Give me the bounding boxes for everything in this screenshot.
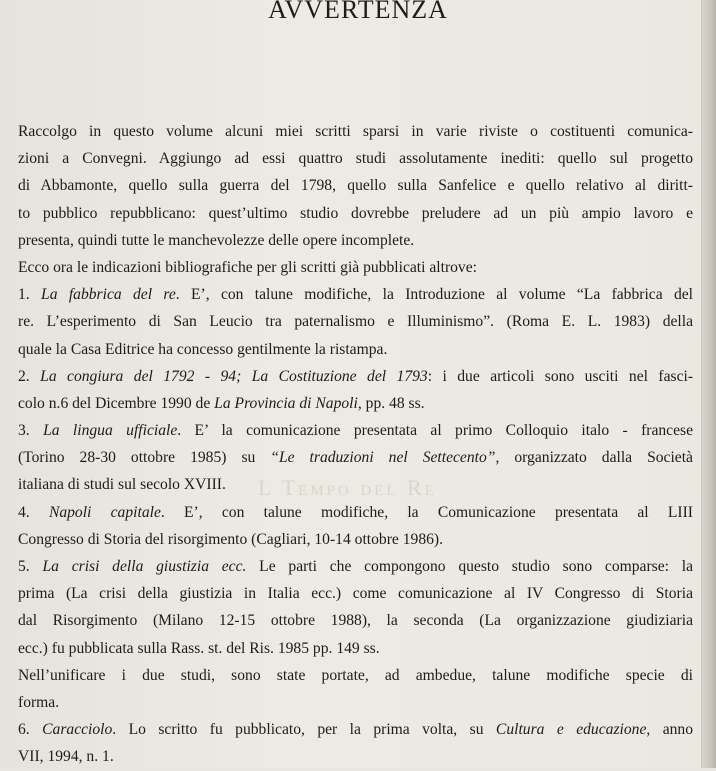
text-line (18, 444, 693, 471)
text-run: di Abbamonte, quello sulla guerra del 1798, quello sulla Sanfelice e quello relativo al diritt- (18, 177, 693, 195)
text-run: , anno (646, 721, 694, 739)
text-run: colo n.6 del Dicembre 1990 de (18, 394, 215, 412)
text-run: , pp. 48 ss. (357, 394, 425, 412)
text-run: Congresso di Storia del risorgimento (Cagliari, 10-14 ottobre 1986). (18, 530, 444, 548)
text-line (18, 363, 693, 390)
text-run: 4. (18, 503, 49, 521)
text-run: ecc.) fu pubblicata sulla Rass. st. del Ris. 1985 pp. 149 ss. (18, 639, 380, 657)
text-line (18, 471, 693, 498)
text-run: . E’, con talune modifiche, la Comunicazione presentata al LIII (160, 503, 693, 521)
text-run: Raccolgo in questo volume alcuni miei scritti sparsi in varie riviste o costituenti comunica- (18, 123, 693, 140)
text-line (18, 172, 693, 199)
watermark-text: L Tempo del Re (258, 475, 437, 500)
italic-title: La crisi della giustizia ecc. (42, 558, 247, 575)
page-heading: AVVERTENZA (268, 0, 448, 24)
italic-title: La Provincia di Napoli (214, 394, 358, 412)
text-line (18, 553, 693, 580)
text-run: . E’ la comunicazione presentata al primo Colloquio italo - francese (177, 422, 694, 440)
text-run: prima (La crisi della giustizia in Italia ecc.) come comunicazione al IV Congresso di Storia (18, 585, 693, 603)
text-run: 1. (18, 286, 42, 304)
italic-title: La lingua ufficiale (43, 422, 178, 440)
text-run: , organizzato dalla Società (495, 449, 693, 467)
text-run: . Lo scritto fu pubblicato, per la prima volta, su (112, 721, 496, 739)
text-run: italiana di studi sul secolo XVIII. (18, 476, 226, 494)
text-run: 5. (18, 558, 43, 575)
text-line (18, 635, 693, 662)
text-line (18, 526, 693, 553)
text-run: to pubblico repubblicano: quest’ultimo studio dovrebbe preludere ad un più ampio lavoro e (18, 204, 693, 222)
text-line (18, 254, 693, 281)
text-run: Le parti che compongono questo studio sono comparse: la (246, 558, 693, 575)
italic-title: Caracciolo (42, 721, 113, 739)
italic-title: Napoli capitale (48, 503, 161, 521)
italic-title: La fabbrica del re (41, 286, 176, 304)
text-line (18, 689, 693, 716)
text-line (18, 281, 693, 308)
text-line (18, 716, 693, 743)
text-run: Nell’unificare i due studi, sono state portate, ad ambedue, talune modifiche specie di (18, 666, 693, 684)
text-run: re. L’esperimento di San Leucio tra paternalismo e Illuminismo”. (Roma E. L. 1983) della (18, 313, 693, 331)
text-run: dal Risorgimento (Milano 12-15 ottobre 1988), la seconda (La organizzazione giudiziaria (18, 612, 693, 630)
text-run: presenta, quindi tutte le manchevolezze delle opere incomplete. (18, 231, 415, 249)
text-line (18, 743, 693, 770)
italic-title: Cultura e educazione (495, 721, 647, 739)
text-line (18, 145, 693, 172)
text-line (18, 118, 693, 145)
text-run: Ecco ora le indicazioni bibliografiche per gli scritti già pubblicati altrove: (18, 258, 477, 276)
text-line (18, 662, 693, 689)
text-run: VII, 1994, n. 1. (18, 748, 114, 766)
text-run: : i due articoli sono usciti nel fasci- (427, 367, 694, 385)
text-line (18, 200, 693, 227)
text-run: 2. (18, 367, 41, 385)
text-run: forma. (18, 693, 60, 711)
text-run: quale la Casa Editrice ha concesso gentilmente la ristampa. (18, 340, 388, 358)
page-edge (701, 0, 716, 768)
text-line (18, 417, 693, 444)
text-run: 3. (18, 422, 44, 440)
body-text (18, 118, 693, 771)
text-line (18, 227, 693, 254)
text-run: 6. (18, 721, 43, 739)
text-line (18, 336, 693, 363)
text-line (18, 499, 693, 526)
text-run: (Torino 28-30 ottobre 1985) su (18, 449, 271, 467)
italic-title: “Le traduzioni nel Settecento” (270, 449, 496, 467)
italic-title: La congiura del 1792 - 94; La Costituzione del 1793 (40, 367, 428, 385)
text-line (18, 607, 693, 634)
text-run: zioni a Convegni. Aggiungo ad essi quattro studi assolutamente inediti: quello sul progetto (18, 150, 693, 168)
text-line (18, 390, 693, 417)
text-run: . E’, con talune modifiche, la Introduzione al volume “La fabbrica del (175, 286, 694, 304)
text-line (18, 308, 693, 335)
text-line (18, 580, 693, 607)
